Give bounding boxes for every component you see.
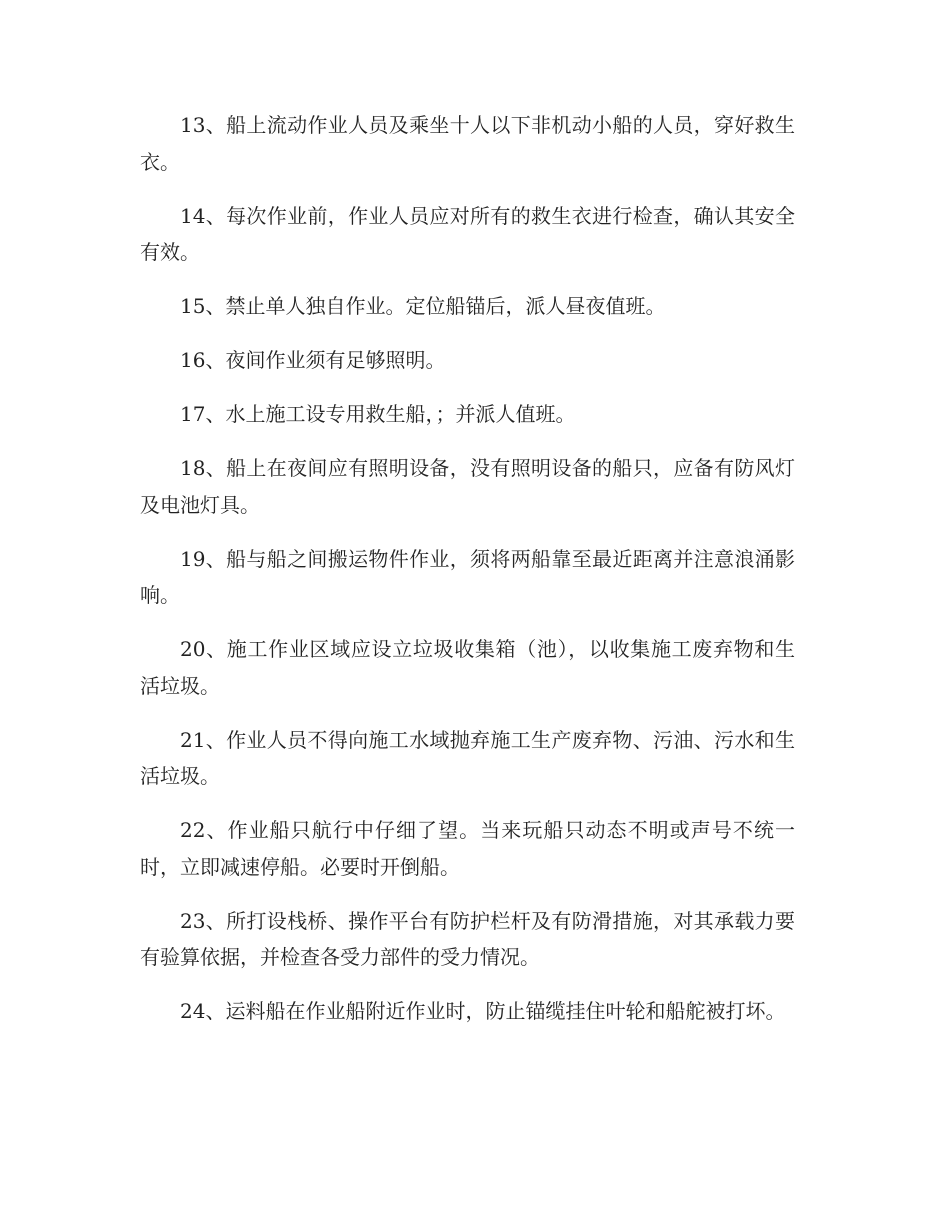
paragraph-19: 19、船与船之间搬运物件作业，须将两船靠至最近距离并注意浪涌影响。 bbox=[140, 546, 795, 607]
paragraph-15: 15、禁止单人独自作业。定位船锚后，派人昼夜值班。 bbox=[180, 294, 666, 318]
paragraph-13: 13、船上流动作业人员及乘坐十人以下非机动小船的人员，穿好救生衣。 bbox=[140, 113, 795, 174]
paragraph-22: 22、作业船只航行中仔细了望。当来玩船只动态不明或声号不统一时，立即减速停船。必要时开倒船。 bbox=[140, 818, 795, 879]
paragraph-18: 18、船上在夜间应有照明设备，没有照明设备的船只，应备有防风灯及电池灯具。 bbox=[140, 456, 795, 517]
document-body bbox=[140, 107, 795, 1047]
paragraph-14: 14、每次作业前，作业人员应对所有的救生衣进行检查，确认其安全有效。 bbox=[140, 203, 795, 264]
paragraph-24: 24、运料船在作业船附近作业时，防止锚缆挂住叶轮和船舵被打坏。 bbox=[180, 999, 786, 1023]
paragraph-23: 23、所打设栈桥、操作平台有防护栏杆及有防滑措施，对其承载力要有验算依据，并检查各受力部件的受力情况。 bbox=[140, 908, 795, 969]
paragraph-20: 20、施工作业区域应设立垃圾收集箱（池），以收集施工废弃物和生活垃圾。 bbox=[140, 637, 795, 698]
paragraph-17: 17、水上施工设专用救生船，；并派人值班。 bbox=[180, 402, 576, 426]
paragraph-21: 21、作业人员不得向施工水域抛弃施工生产废弃物、污油、污水和生活垃圾。 bbox=[140, 727, 795, 788]
paragraph-16: 16、夜间作业须有足够照明。 bbox=[180, 348, 446, 372]
